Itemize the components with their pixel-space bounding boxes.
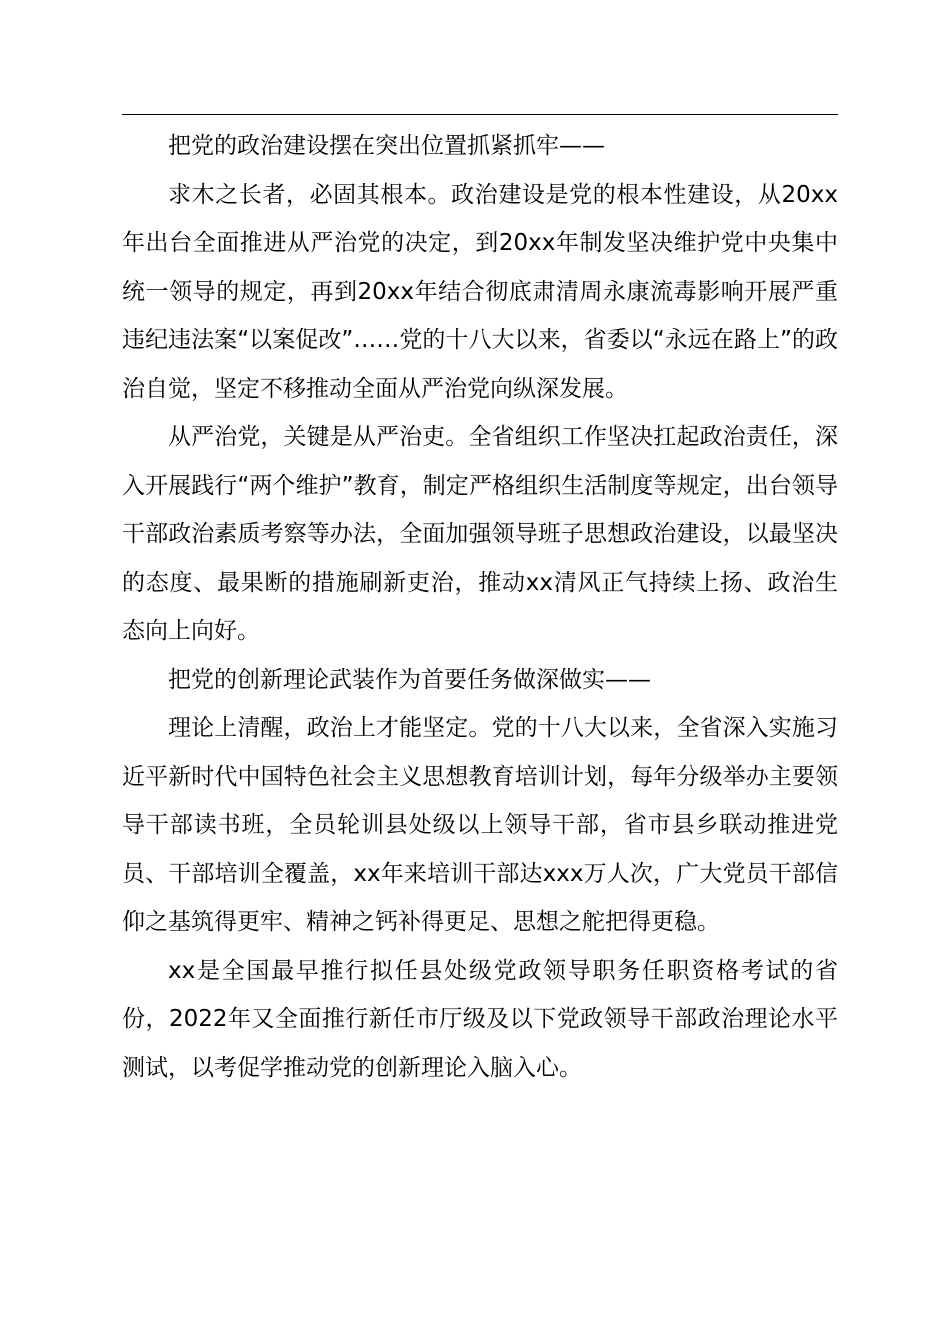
section-heading: 把党的创新理论武装作为首要任务做深做实—— <box>168 666 651 693</box>
body-paragraph: xx是全国最早推行拟任县处级党政领导职务任职资格考试的省份，2022年又全面推行新任市厅级及以下党政领导干部政治理论水平测试，以考促学推动党的创新理论入脑入心。 <box>122 957 838 1081</box>
body-paragraph: 从严治党，关键是从严治吏。全省组织工作坚决扛起政治责任，深入开展践行“两个维护”教育，制定严格组织生活制度等规定，出台领导干部政治素质考察等办法，全面加强领导班子思想政治建设，以最坚决的态度、最果断的措施刷新吏治，推动xx清风正气持续上扬、政治生态向上向好。 <box>122 424 838 644</box>
document-body <box>122 122 838 1092</box>
header-rule <box>122 114 838 115</box>
body-paragraph: 求木之长者，必固其根本。政治建设是党的根本性建设，从20xx年出台全面推进从严治党的决定，到20xx年制发坚决维护党中央集中统一领导的规定，再到20xx年结合彻底肃清周永康流毒影响开展严重违纪违法案“以案促改”……党的十八大以来，省委以“永远在路上”的政治自觉，坚定不移推动全面从严治党向纵深发展。 <box>122 181 838 402</box>
body-paragraph: 理论上清醒，政治上才能坚定。党的十八大以来，全省深入实施习近平新时代中国特色社会主义思想教育培训计划，每年分级举办主要领导干部读书班，全员轮训县处级以上领导干部，省市县乡联动推进党员、干部培训全覆盖，xx年来培训干部达xxx万人次，广大党员干部信仰之基筑得更牢、精神之钙补得更足、思想之舵把得更稳。 <box>122 715 838 935</box>
section-heading: 把党的政治建设摆在突出位置抓紧抓牢—— <box>168 133 605 159</box>
